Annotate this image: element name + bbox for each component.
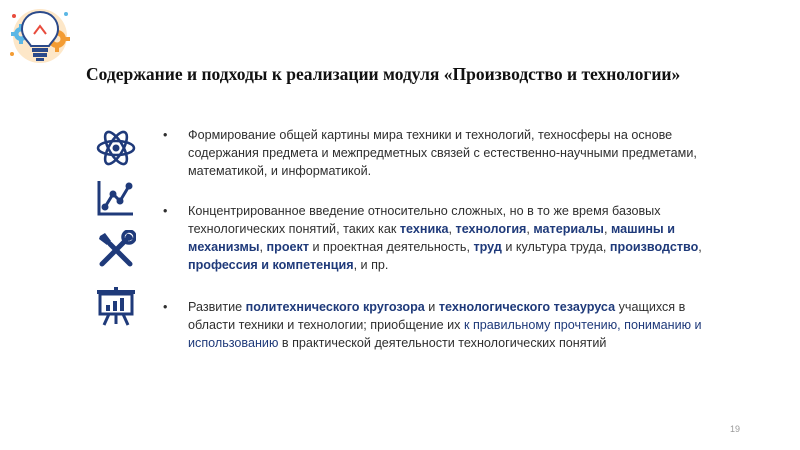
line-chart-icon <box>96 178 136 218</box>
atom-icon <box>96 128 136 168</box>
bullet-list <box>163 126 723 352</box>
list-item: • Концентрированное введение относительно сложных, но в то же время базовых технологических понятий, таких как техника, технология, материалы, машины и механизмы, проект и проектная деятельность, труд и культура труда, производство, профессия и компетенция, и пр. <box>163 202 723 274</box>
slide-title: Содержание и подходы к реализации модуля «Производство и технологии» <box>86 64 681 84</box>
list-item: • Формирование общей картины мира техники и технологий, техносферы на основе содержания предмета и межпредметных связей с естественно-научными предметами, математикой, и информатикой. <box>163 126 723 180</box>
presentation-board-icon <box>96 286 136 326</box>
tools-icon <box>96 230 136 270</box>
page-number: 19 <box>730 424 741 434</box>
list-item: • Развитие политехнического кругозора и технологического тезауруса учащихся в области техники и технологии; приобщение их к правильному прочтению, пониманию и использованию в практической деятельности технологических понятий <box>163 298 723 352</box>
lightbulb-gears-logo <box>6 4 76 74</box>
